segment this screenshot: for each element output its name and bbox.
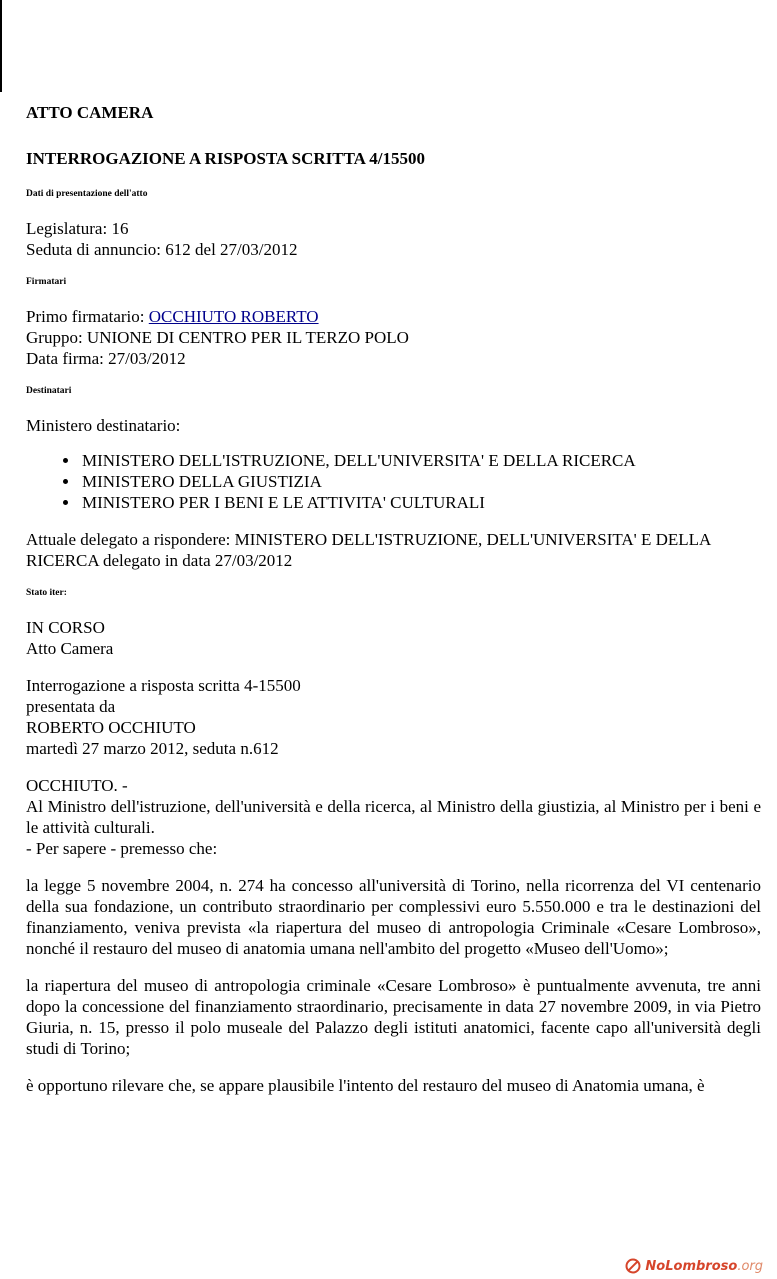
destinatari-section (26, 415, 761, 571)
list-item: • MINISTERO DELLA GIUSTIZIA (80, 471, 761, 492)
no-sign-icon (625, 1258, 641, 1274)
list-item: • MINISTERO PER I BENI E LE ATTIVITA' CULTURALI (80, 492, 761, 513)
watermark-name: NoLombroso (645, 1258, 738, 1274)
stato-value: IN CORSO (26, 618, 105, 637)
author-name: ROBERTO OCCHIUTO (26, 718, 196, 737)
addressees: Al Ministro dell'istruzione, dell'università e della ricerca, al Ministro della giustizia, al Ministro per i beni e le attività culturali. (26, 797, 761, 837)
ministero-destinatario-label: Ministero destinatario: (26, 416, 181, 435)
section-label-firmatari: Firmatari (26, 277, 67, 287)
doc-subtitle: INTERROGAZIONE A RISPOSTA SCRITTA 4/15500 (26, 149, 425, 168)
paragraph-1: la legge 5 novembre 2004, n. 274 ha concesso all'università di Torino, nella ricorrenza del VI centenario della sua fondazione, un contributo straordinario per complessivi euro 5.550.000 e tra le destinazioni del finanziamento, veniva prevista «la riapertura del museo di antropologia Criminale «Cesare Lombroso», nonché il restauro del museo di anatomia umana nell'ambito del progetto «Museo dell'Uomo»; (26, 876, 761, 958)
primo-firmatario-prefix: Primo firmatario: (26, 307, 149, 326)
primo-firmatario-link[interactable]: OCCHIUTO ROBERTO (148, 307, 319, 326)
list-item: • MINISTERO DELL'ISTRUZIONE, DELL'UNIVERSITA' E DELLA RICERCA (80, 450, 761, 471)
gruppo: Gruppo: UNIONE DI CENTRO PER IL TERZO POLO (26, 328, 409, 347)
section-label-destinatari: Destinatari (26, 386, 72, 396)
atto-camera-line: Atto Camera (26, 639, 114, 658)
doc-title: ATTO CAMERA (26, 103, 154, 122)
primo-firmatario (26, 306, 761, 327)
presentazione-section (26, 218, 761, 260)
firmatari-section (26, 306, 761, 369)
intestazione-interrogazione (26, 675, 761, 759)
left-margin-rule (0, 0, 2, 92)
session-date: martedì 27 marzo 2012, seduta n.612 (26, 739, 279, 758)
presentata-line: presentata da (26, 697, 116, 716)
ministeri-list (26, 450, 761, 513)
legislatura: Legislatura: 16 (26, 219, 129, 238)
author-heading: OCCHIUTO. - (26, 776, 128, 795)
document-body (26, 102, 761, 1096)
per-sapere: - Per sapere - premesso che: (26, 839, 218, 858)
watermark-text (645, 1259, 763, 1274)
interrogazione-line: Interrogazione a risposta scritta 4-15500 (26, 676, 301, 695)
paragraph-2: la riapertura del museo di antropologia criminale «Cesare Lombroso» è puntualmente avvenuta, tre anni dopo la concessione del finanziamento straordinario, precisamente in data 27 novembre 2009, in via Pietro Giuria, n. 15, presso il polo museale del Palazzo degli istituti anatomici, facente capo all'università degli studi di Torino; (26, 976, 761, 1058)
data-firma: Data firma: 27/03/2012 (26, 349, 186, 368)
section-label-presentazione: Dati di presentazione dell'atto (26, 189, 148, 199)
destinatari-testo (26, 775, 761, 859)
delegato-rispondere: Attuale delegato a rispondere: MINISTERO DELL'ISTRUZIONE, DELL'UNIVERSITA' E DELLA RICERCA delegato in data 27/03/2012 (26, 530, 711, 570)
watermark (625, 1255, 763, 1277)
stato-section (26, 617, 761, 659)
paragraph-3: è opportuno rilevare che, se appare plausibile l'intento del restauro del museo di Anatomia umana, è (26, 1076, 705, 1095)
section-label-stato-iter: Stato iter: (26, 588, 67, 598)
watermark-suffix: .org (737, 1258, 763, 1274)
seduta-annuncio: Seduta di annuncio: 612 del 27/03/2012 (26, 240, 298, 259)
